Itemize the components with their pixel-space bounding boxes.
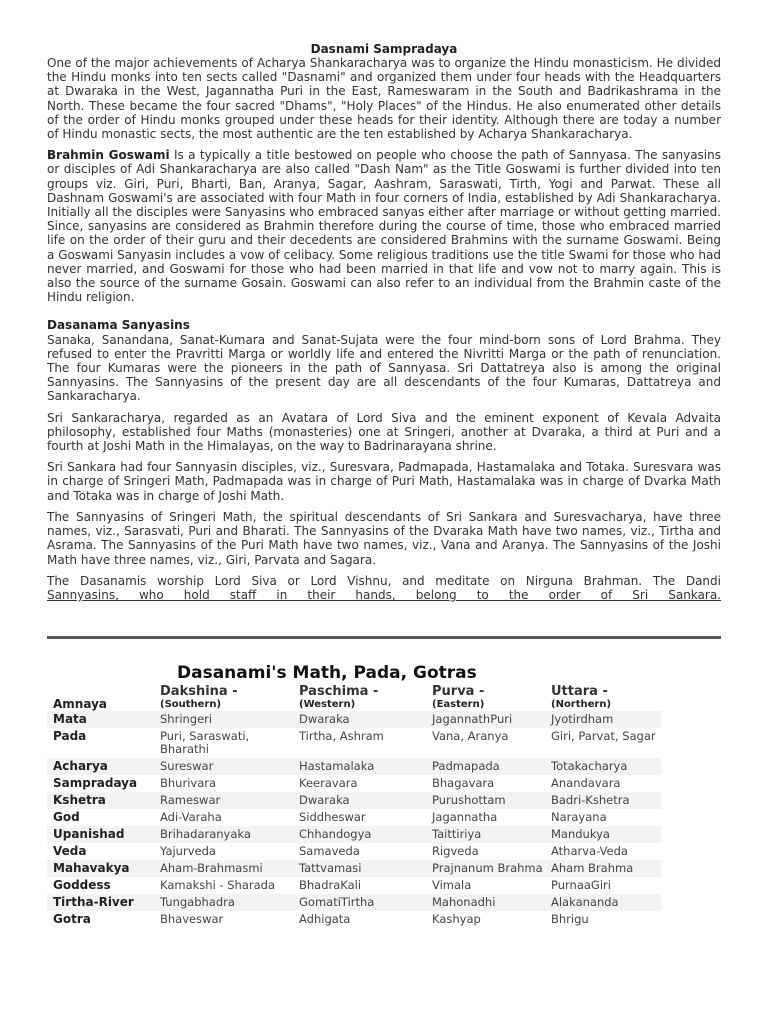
table-cell: Padmapada bbox=[426, 758, 545, 775]
row-label: Mata bbox=[47, 711, 154, 728]
table-cell: JagannathPuri bbox=[426, 711, 545, 728]
column-header-sub: (Western) bbox=[299, 699, 356, 710]
table-cell: Badri-Kshetra bbox=[545, 792, 661, 809]
row-label: Tirtha-River bbox=[47, 894, 154, 911]
row-label: Mahavakya bbox=[47, 860, 154, 877]
column-header-main: Uttara - bbox=[551, 684, 608, 699]
table-cell: Dwaraka bbox=[293, 792, 426, 809]
column-header-sub: (Southern) bbox=[160, 699, 222, 710]
table-cell: Sureswar bbox=[154, 758, 293, 775]
paragraph-math-names: The Sannyasins of Sringeri Math, the spiritual descendants of Sri Sankara and Suresvacharya, have three names, viz., Sarasvati, Puri and Bharati. The Sannyasins of the Dvaraka Math have two names, viz., Tirtha and Asrama. The Sannyasins of the Puri Math have two names, viz., Vana and Aranya. The Sannyasins of the Joshi Math have three names, viz., Giri, Parvata and Sagara. bbox=[47, 509, 721, 567]
document-body bbox=[47, 42, 721, 602]
table-row bbox=[47, 809, 661, 826]
paragraph-sankaracharya: Sri Sankaracharya, regarded as an Avatara of Lord Siva and the eminent exponent of Kevala Advaita philosophy, established four Maths (monasteries) one at Sringeri, another at Dvaraka, a third at Puri and a fourth at Joshi Math in the Himalayas, on the way to Badrinarayana shrine. bbox=[47, 410, 721, 454]
row-label: God bbox=[53, 810, 80, 824]
table-cell: Bhurivara bbox=[160, 776, 217, 790]
table-cell: Bhrigu bbox=[551, 912, 589, 926]
closing-line-1: The Dasanamis worship Lord Siva or Lord Vishnu, and meditate on Nirguna Brahman. The Dandi bbox=[47, 573, 721, 588]
table-row bbox=[47, 728, 661, 758]
table-cell: Jagannatha bbox=[432, 810, 498, 824]
table-cell: Dwaraka bbox=[293, 711, 426, 728]
row-label: Veda bbox=[53, 844, 87, 858]
table-cell: Taittiriya bbox=[426, 826, 545, 843]
corner-label: Amnaya bbox=[53, 697, 107, 711]
table-cell: BhadraKali bbox=[299, 878, 362, 892]
table-cell: Yajurveda bbox=[160, 844, 216, 858]
table-cell: Giri, Parvat, Sagar bbox=[551, 729, 656, 743]
table-cell: Adhigata bbox=[299, 912, 351, 926]
table-cell: Jyotirdham bbox=[545, 711, 661, 728]
table-row bbox=[47, 911, 661, 928]
table-cell: Mahonadhi bbox=[426, 894, 545, 911]
brahmin-goswami-lead: Brahmin Goswami bbox=[47, 148, 170, 163]
table-cell: Rameswar bbox=[154, 792, 293, 809]
amnaya-table-section bbox=[47, 662, 661, 928]
paragraph-disciples: Sri Sankara had four Sannyasin disciples, viz., Suresvara, Padmapada, Hastamalaka and Totaka. Suresvara was in charge of Sringeri Math, Padmapada was in charge of Puri Math, Hastamalaka was in charge of Dvarka Math and Totaka was in charge of Joshi Math. bbox=[47, 460, 721, 503]
section-divider bbox=[47, 636, 721, 639]
column-header-sub: (Northern) bbox=[551, 699, 612, 710]
table-cell: Atharva-Veda bbox=[551, 844, 628, 858]
table-cell: Narayana bbox=[551, 810, 607, 824]
brahmin-goswami-text: Is a typically a title bestowed on people who choose the path of Sannyasa. The sanyasins or disciples of Adi Shankaracharya are also called "Dash Nam" as the Title Goswami is further divided into ten groups viz. Giri, Puri, Bharti, Ban, Aranya, Sagar, Aashram, Saraswati, Tirth, Yogi and Parwat. These all Dashnam Goswami's are associated with four Math in four corners of India, established by Adi Shankaracharya. Initially all the disciples were Sanyasins who embraced sanyas either after marriage or without getting married. Since, sanyasins are considered as Brahmin therefore during the course of time, those who embraced married life on the order of their guru and their decedents are considered Brahmins with the surname Goswami. Being a Goswami Sanyasin includes a vow of celibacy. Some religious traditions use the title Swami for those who had never married, and Goswami for those who had been married in that life and vow not to marry again. This is also the source of the surname Gosain. Goswami can also refer to an individual from the Brahmin caste of the Hindu religion. bbox=[47, 148, 721, 305]
table-row bbox=[47, 843, 661, 860]
table-cell: Kashyap bbox=[432, 912, 481, 926]
closing-line-2: Sannyasins, who hold staff in their hands, belong to the order of Sri Sankara. bbox=[47, 587, 721, 602]
column-header-eastern bbox=[426, 684, 545, 711]
table-cell: Anandavara bbox=[551, 776, 621, 790]
column-header-southern bbox=[154, 684, 293, 711]
table-cell: Rigveda bbox=[432, 844, 479, 858]
table-cell: Aham-Brahmasmi bbox=[154, 860, 293, 877]
table-cell: Shringeri bbox=[154, 711, 293, 728]
intro-paragraph: One of the major achievements of Acharya Shankaracharya was to organize the Hindu monasticism. He divided the Hindu monks into ten sects called "Dasnami" and organized them under four heads with the Headquarters at Dwaraka in the West, Jagannatha Puri in the East, Rameswaram in the South and Badrikashrama in the North. These became the four sacred "Dhams", "Holy Places" of the Hindus. He also enumerated other details of the order of Hindu monks grouped under these heads for their identity. Although there are today a number of Hindu monastic sects, the most authentic are the ten established by Acharya Shankaracharya. bbox=[47, 56, 721, 142]
table-cell: GomatiTirtha bbox=[293, 894, 426, 911]
table-row bbox=[47, 877, 661, 894]
table-cell: Brihadaranyaka bbox=[154, 826, 293, 843]
table-cell: Hastamalaka bbox=[293, 758, 426, 775]
table-cell: Totakacharya bbox=[545, 758, 661, 775]
row-label: Sampradaya bbox=[53, 776, 138, 790]
row-label: Gotra bbox=[53, 912, 91, 926]
table-cell: Bhaveswar bbox=[160, 912, 224, 926]
brahmin-goswami-paragraph bbox=[47, 148, 721, 304]
row-label: Kshetra bbox=[47, 792, 154, 809]
table-cell: Prajnanum Brahma bbox=[426, 860, 545, 877]
dasanama-heading: Dasanama Sanyasins bbox=[47, 318, 190, 333]
table-cell: Chhandogya bbox=[293, 826, 426, 843]
table-cell: Puri, Saraswati, Bharathi bbox=[160, 729, 250, 756]
table-cell: Aham Brahma bbox=[545, 860, 661, 877]
table-cell: Purushottam bbox=[426, 792, 545, 809]
table-cell: Siddheswar bbox=[299, 810, 366, 824]
table-header-row bbox=[47, 684, 661, 711]
table-cell: Adi-Varaha bbox=[160, 810, 222, 824]
table-cell: Vana, Aranya bbox=[432, 729, 509, 743]
column-header-main: Purva - bbox=[432, 684, 485, 699]
table-row bbox=[47, 711, 661, 728]
table-cell: Vimala bbox=[432, 878, 472, 892]
table-row bbox=[47, 894, 661, 911]
table-cell: Tattvamasi bbox=[293, 860, 426, 877]
column-header-western bbox=[293, 684, 426, 711]
row-label: Acharya bbox=[47, 758, 154, 775]
table-row bbox=[47, 860, 661, 877]
row-label: Upanishad bbox=[47, 826, 154, 843]
row-label: Pada bbox=[53, 729, 87, 743]
table-cell: PurnaaGiri bbox=[551, 878, 611, 892]
table-cell: Alakananda bbox=[545, 894, 661, 911]
column-header-northern bbox=[545, 684, 661, 711]
document-title: Dasnami Sampradaya bbox=[310, 42, 458, 56]
paragraph-kumaras: Sanaka, Sanandana, Sanat-Kumara and Sanat-Sujata were the four mind-born sons of Lord Brahma. They refused to enter the Pravritti Marga or worldly life and entered the Nivritti Marga or the path of renunciation. The four Kumaras were the pioneers in the path of Sannyasa. Sri Dattatreya also is among the original Sannyasins. The Sannyasins of the present day are all descendants of the four Kumaras, Dattatreya and Sankaracharya. bbox=[47, 332, 721, 404]
table-cell: Tungabhadra bbox=[154, 894, 293, 911]
amnaya-table bbox=[47, 684, 661, 928]
table-title: Dasanami's Math, Pada, Gotras bbox=[177, 663, 477, 683]
column-header-main: Paschima - bbox=[299, 684, 379, 699]
column-header-sub: (Eastern) bbox=[432, 699, 485, 710]
column-header-main: Dakshina - bbox=[160, 684, 238, 699]
table-row bbox=[47, 826, 661, 843]
table-cell: Mandukya bbox=[545, 826, 661, 843]
table-row bbox=[47, 775, 661, 792]
table-row bbox=[47, 792, 661, 809]
table-cell: Kamakshi - Sharada bbox=[160, 878, 275, 892]
row-label: Goddess bbox=[53, 878, 111, 892]
table-row bbox=[47, 758, 661, 775]
table-cell: Bhagavara bbox=[432, 776, 495, 790]
table-cell: Samaveda bbox=[299, 844, 360, 858]
table-cell: Keeravara bbox=[299, 776, 358, 790]
table-cell: Tirtha, Ashram bbox=[299, 729, 384, 743]
